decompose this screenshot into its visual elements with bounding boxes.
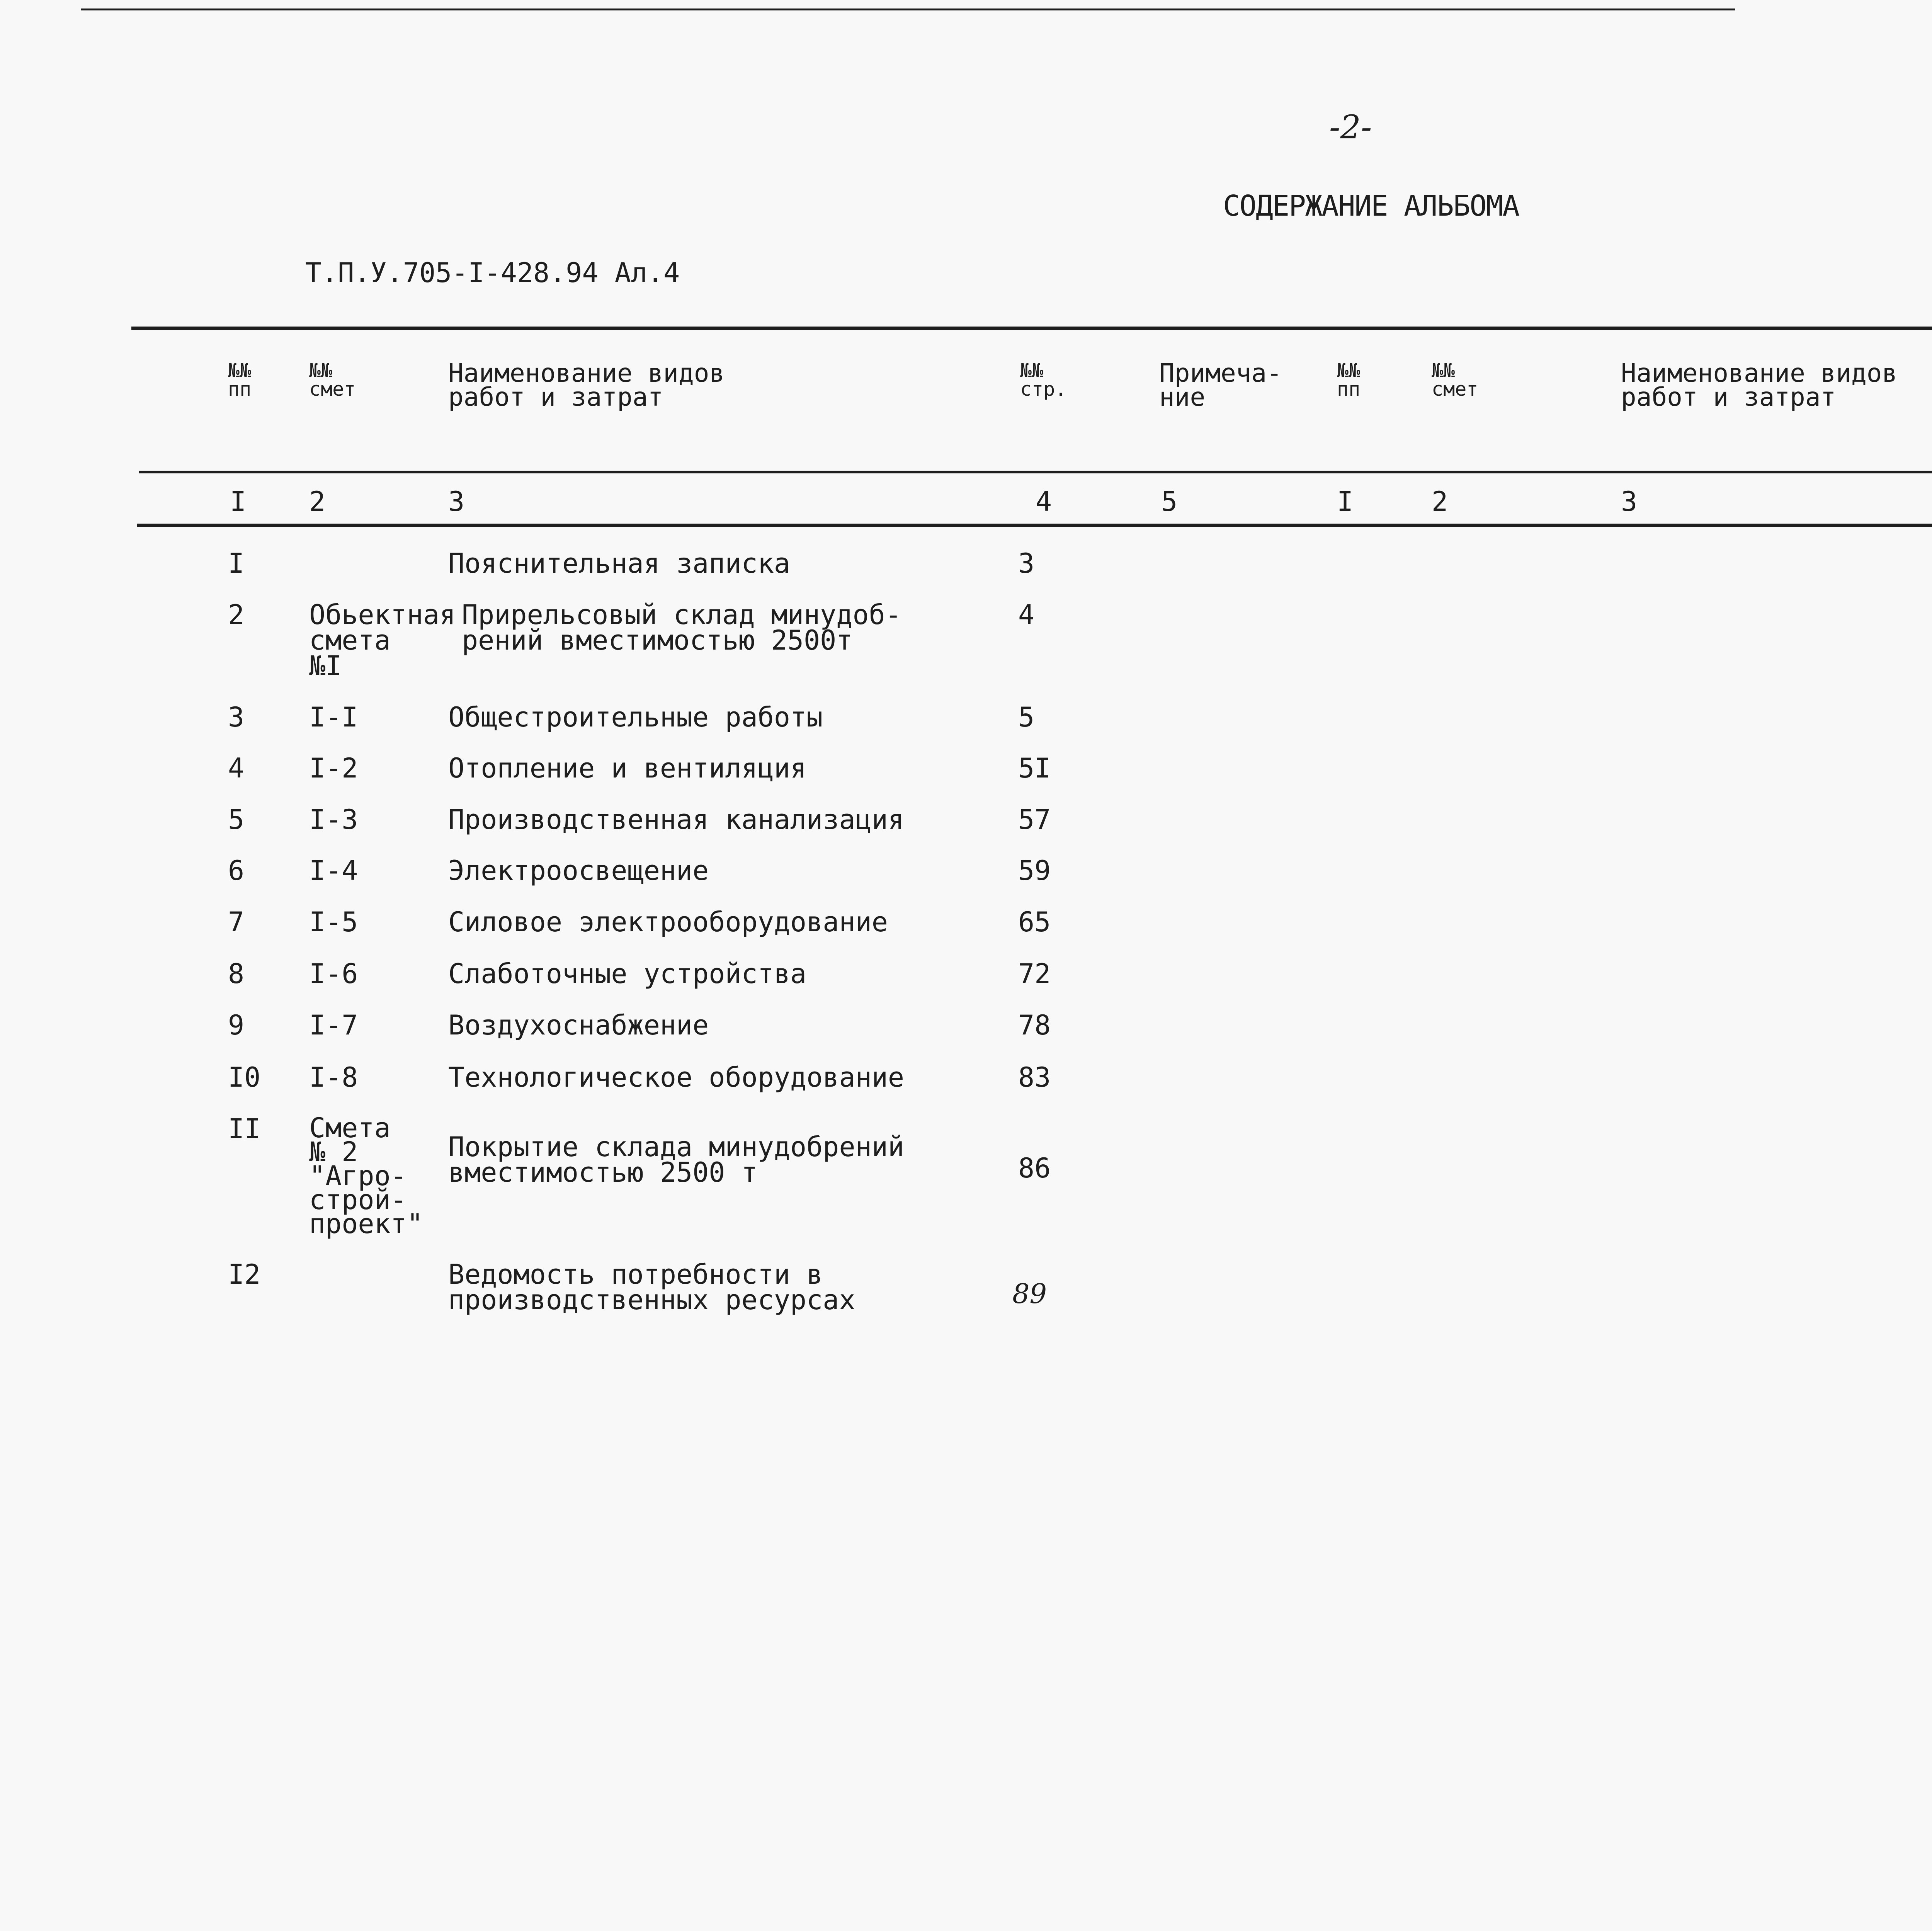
row-name: Общестроительные работы (448, 701, 823, 733)
row-name: Слаботочные устройства (448, 958, 807, 990)
table-top-rule (131, 327, 1932, 330)
row-pp: II (228, 1113, 261, 1145)
row-page: 78 (1018, 1009, 1051, 1041)
row-pp: 8 (228, 958, 245, 990)
header-pp: №№ пп (228, 359, 252, 400)
top-border-line (81, 9, 1735, 10)
header-page: №№ стр. (1020, 359, 1067, 400)
row-smet: I-4 (309, 855, 358, 886)
header-note: Примеча- ние (1159, 358, 1282, 412)
row-pp: 6 (228, 855, 245, 886)
row-name: Отопление и вентиляция (448, 752, 807, 784)
row-smet: I-8 (309, 1062, 358, 1093)
row-name: Силовое электрооборудование (448, 906, 888, 938)
column-number: 3 (1621, 486, 1638, 517)
column-number: 2 (1432, 486, 1448, 517)
row-name: Производственная канализация (448, 804, 905, 835)
header-name-right: Наименование видов работ и затрат (1621, 358, 1898, 412)
row-name: Технологическое оборудование (448, 1062, 905, 1093)
page-title: СОДЕРЖАНИЕ АЛЬБОМА (1223, 189, 1519, 223)
page-number: -2- (1329, 108, 1372, 146)
row-pp: I0 (228, 1062, 261, 1093)
row-smet: Смета № 2 "Агро- строй- проект" (309, 1112, 423, 1240)
header-pp-right: №№ пп (1337, 359, 1361, 400)
row-page: 3 (1018, 548, 1035, 579)
row-smet: I-6 (309, 958, 358, 990)
row-name: Воздухоснабжение (448, 1009, 709, 1041)
row-smet: I-2 (309, 752, 358, 784)
row-smet: I-3 (309, 804, 358, 835)
column-numbers-rule (137, 524, 1932, 527)
header-bottom-rule (139, 471, 1932, 473)
column-number: 3 (448, 486, 465, 517)
column-number: 2 (309, 486, 326, 517)
row-smet: I-7 (309, 1009, 358, 1041)
row-pp: 3 (228, 701, 245, 733)
row-page: 89 (1012, 1278, 1047, 1310)
row-pp: 9 (228, 1009, 245, 1041)
row-pp: I2 (228, 1259, 261, 1290)
row-pp: 5 (228, 804, 245, 835)
row-page: 59 (1018, 855, 1051, 886)
row-smet: Обьектная смета №I (309, 599, 456, 682)
row-pp: 7 (228, 906, 245, 938)
row-pp: I (228, 548, 245, 579)
row-pp: 4 (228, 752, 245, 784)
row-name: Прирельсовый склад минудоб- рений вместимостью 2500т (462, 599, 901, 656)
row-page: 5I (1018, 752, 1051, 784)
row-page: 57 (1018, 804, 1051, 835)
column-number: I (1337, 486, 1354, 517)
row-name: Ведомость потребности в производственных ресурсах (448, 1259, 855, 1316)
row-page: 72 (1018, 958, 1051, 990)
row-page: 83 (1018, 1062, 1051, 1093)
row-pp: 2 (228, 599, 245, 631)
row-name: Электроосвещение (448, 855, 709, 886)
column-number: 4 (1036, 486, 1052, 517)
header-name: Наименование видов работ и затрат (448, 358, 725, 412)
row-smet: I-I (309, 701, 358, 733)
row-page: 86 (1018, 1152, 1051, 1184)
row-page: 65 (1018, 906, 1051, 938)
row-page: 5 (1018, 701, 1035, 733)
column-number: 5 (1161, 486, 1178, 517)
row-page: 4 (1018, 599, 1035, 631)
column-number: I (230, 486, 247, 517)
row-name: Покрытие склада минудобрений вместимостью 2500 т (448, 1131, 905, 1188)
row-name: Пояснительная записка (448, 548, 791, 579)
row-smet: I-5 (309, 906, 358, 938)
header-smet-right: №№ смет (1432, 359, 1478, 400)
header-smet: №№ смет (309, 359, 356, 400)
document-code: Т.П.У.705-I-428.94 Ал.4 (305, 257, 680, 289)
